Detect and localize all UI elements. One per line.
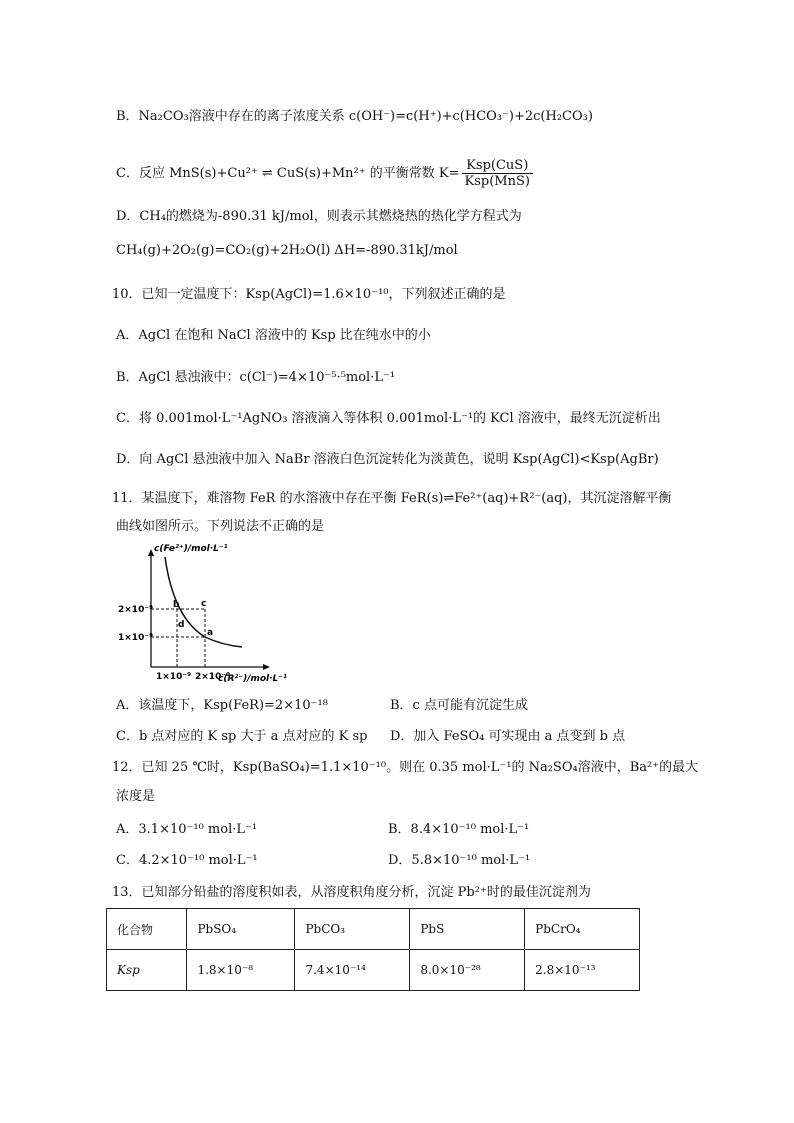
fraction-numerator: Ksp(CuS): [462, 158, 533, 174]
table-cell: 1.8×10⁻⁸: [187, 950, 295, 991]
point-c-label: c: [201, 599, 207, 609]
q10-option-d: D．向 AgCl 悬浊液中加入 NaBr 溶液白色沉淀转化为淡黄色，说明 Ksp(AgCl)<Ksp(AgBr): [116, 452, 659, 467]
q11-option-d: D．加入 FeSO₄ 可实现由 a 点变到 b 点: [390, 729, 626, 744]
table-header-cell: PbS: [410, 909, 525, 950]
ksp-table: [106, 908, 640, 991]
q11-option-a: A．该温度下，Ksp(FeR)=2×10⁻¹⁸: [116, 698, 328, 713]
fraction-denominator: Ksp(MnS): [464, 174, 530, 189]
q11-option-c: C．b 点对应的 K sp 大于 a 点对应的 K sp: [116, 729, 368, 744]
q9-option-b: B．Na₂CO₃溶液中存在的离子浓度关系 c(OH⁻)=c(H⁺)+c(HCO₃⁻)+2c(H₂CO₃): [116, 109, 593, 124]
q9-option-c-text: C．反应 MnS(s)+Cu²⁺ ⇌ CuS(s)+Mn²⁺ 的平衡常数 K=: [116, 166, 460, 181]
q13-stem: 13．已知部分铅盐的溶度积如表，从溶度积角度分析，沉淀 Pb²⁺时的最佳沉淀剂为: [112, 885, 591, 900]
table-cell: 8.0×10⁻²⁸: [410, 950, 525, 991]
q12-option-c: C．4.2×10⁻¹⁰ mol·L⁻¹: [116, 853, 258, 868]
q12-stem-line2: 浓度是: [116, 789, 156, 804]
y-tick-1: 1×10⁻⁹: [118, 633, 154, 643]
table-header-cell: PbCO₃: [295, 909, 410, 950]
q12-option-d: D．5.8×10⁻¹⁰ mol·L⁻¹: [388, 853, 531, 868]
q9-option-d-equation: CH₄(g)+2O₂(g)=CO₂(g)+2H₂O(l) ΔH=-890.31kJ/mol: [116, 243, 458, 258]
point-d-label: d: [178, 620, 185, 630]
point-a-label: a: [207, 628, 214, 638]
q10-option-c: C．将 0.001mol·L⁻¹AgNO₃ 溶液滴入等体积 0.001mol·L⁻¹的 KCl 溶液中，最终无沉淀析出: [116, 411, 661, 426]
x-axis-label: c(R²⁻)/mol·L⁻¹: [218, 674, 287, 684]
ksp-fraction: [462, 158, 533, 189]
q11-stem-line2: 曲线如图所示。下列说法不正确的是: [116, 519, 325, 534]
x-tick-1: 1×10⁻⁹: [156, 672, 192, 682]
point-b-label: b: [173, 600, 180, 610]
q12-option-b: B．8.4×10⁻¹⁰ mol·L⁻¹: [388, 822, 530, 837]
table-cell: Ksp: [107, 950, 187, 991]
y-axis-label: c(Fe²⁺)/mol·L⁻¹: [154, 544, 228, 554]
q10-option-b: B．AgCl 悬浊液中：c(Cl⁻)=4×10⁻⁵·⁵mol·L⁻¹: [116, 370, 396, 385]
table-cell: 7.4×10⁻¹⁴: [295, 950, 410, 991]
q12-option-a: A．3.1×10⁻¹⁰ mol·L⁻¹: [116, 822, 258, 837]
q10-option-a: A．AgCl 在饱和 NaCl 溶液中的 Ksp 比在纯水中的小: [116, 328, 431, 343]
q10-stem: 10．已知一定温度下：Ksp(AgCl)=1.6×10⁻¹⁰，下列叙述正确的是: [112, 287, 506, 302]
y-tick-2: 2×10⁻⁹: [118, 605, 154, 615]
table-row: [107, 950, 640, 991]
solubility-curve-graph: [110, 543, 310, 689]
x-axis-arrow-icon: [263, 664, 270, 670]
table-cell: 2.8×10⁻¹³: [525, 950, 640, 991]
q11-option-b: B．c 点可能有沉淀生成: [390, 698, 528, 713]
q11-stem-line1: 11．某温度下，难溶物 FeR 的水溶液中存在平衡 FeR(s)⇌Fe²⁺(aq)+R²⁻(aq)，其沉淀溶解平衡: [112, 491, 672, 506]
table-header-cell: PbCrO₄: [525, 909, 640, 950]
q12-stem-line1: 12．已知 25 ℃时，Ksp(BaSO₄)=1.1×10⁻¹⁰。则在 0.35 mol·L⁻¹的 Na₂SO₄溶液中，Ba²⁺的最大: [112, 760, 699, 775]
table-header-cell: PbSO₄: [187, 909, 295, 950]
x-tick-2: 2×10⁻⁹: [195, 672, 231, 682]
q9-option-d: D．CH₄的燃烧为-890.31 kJ/mol，则表示其燃烧热的热化学方程式为: [116, 209, 522, 224]
table-header-row: [107, 909, 640, 950]
table-header-cell: 化合物: [107, 909, 187, 950]
q9-option-c: [116, 158, 535, 189]
